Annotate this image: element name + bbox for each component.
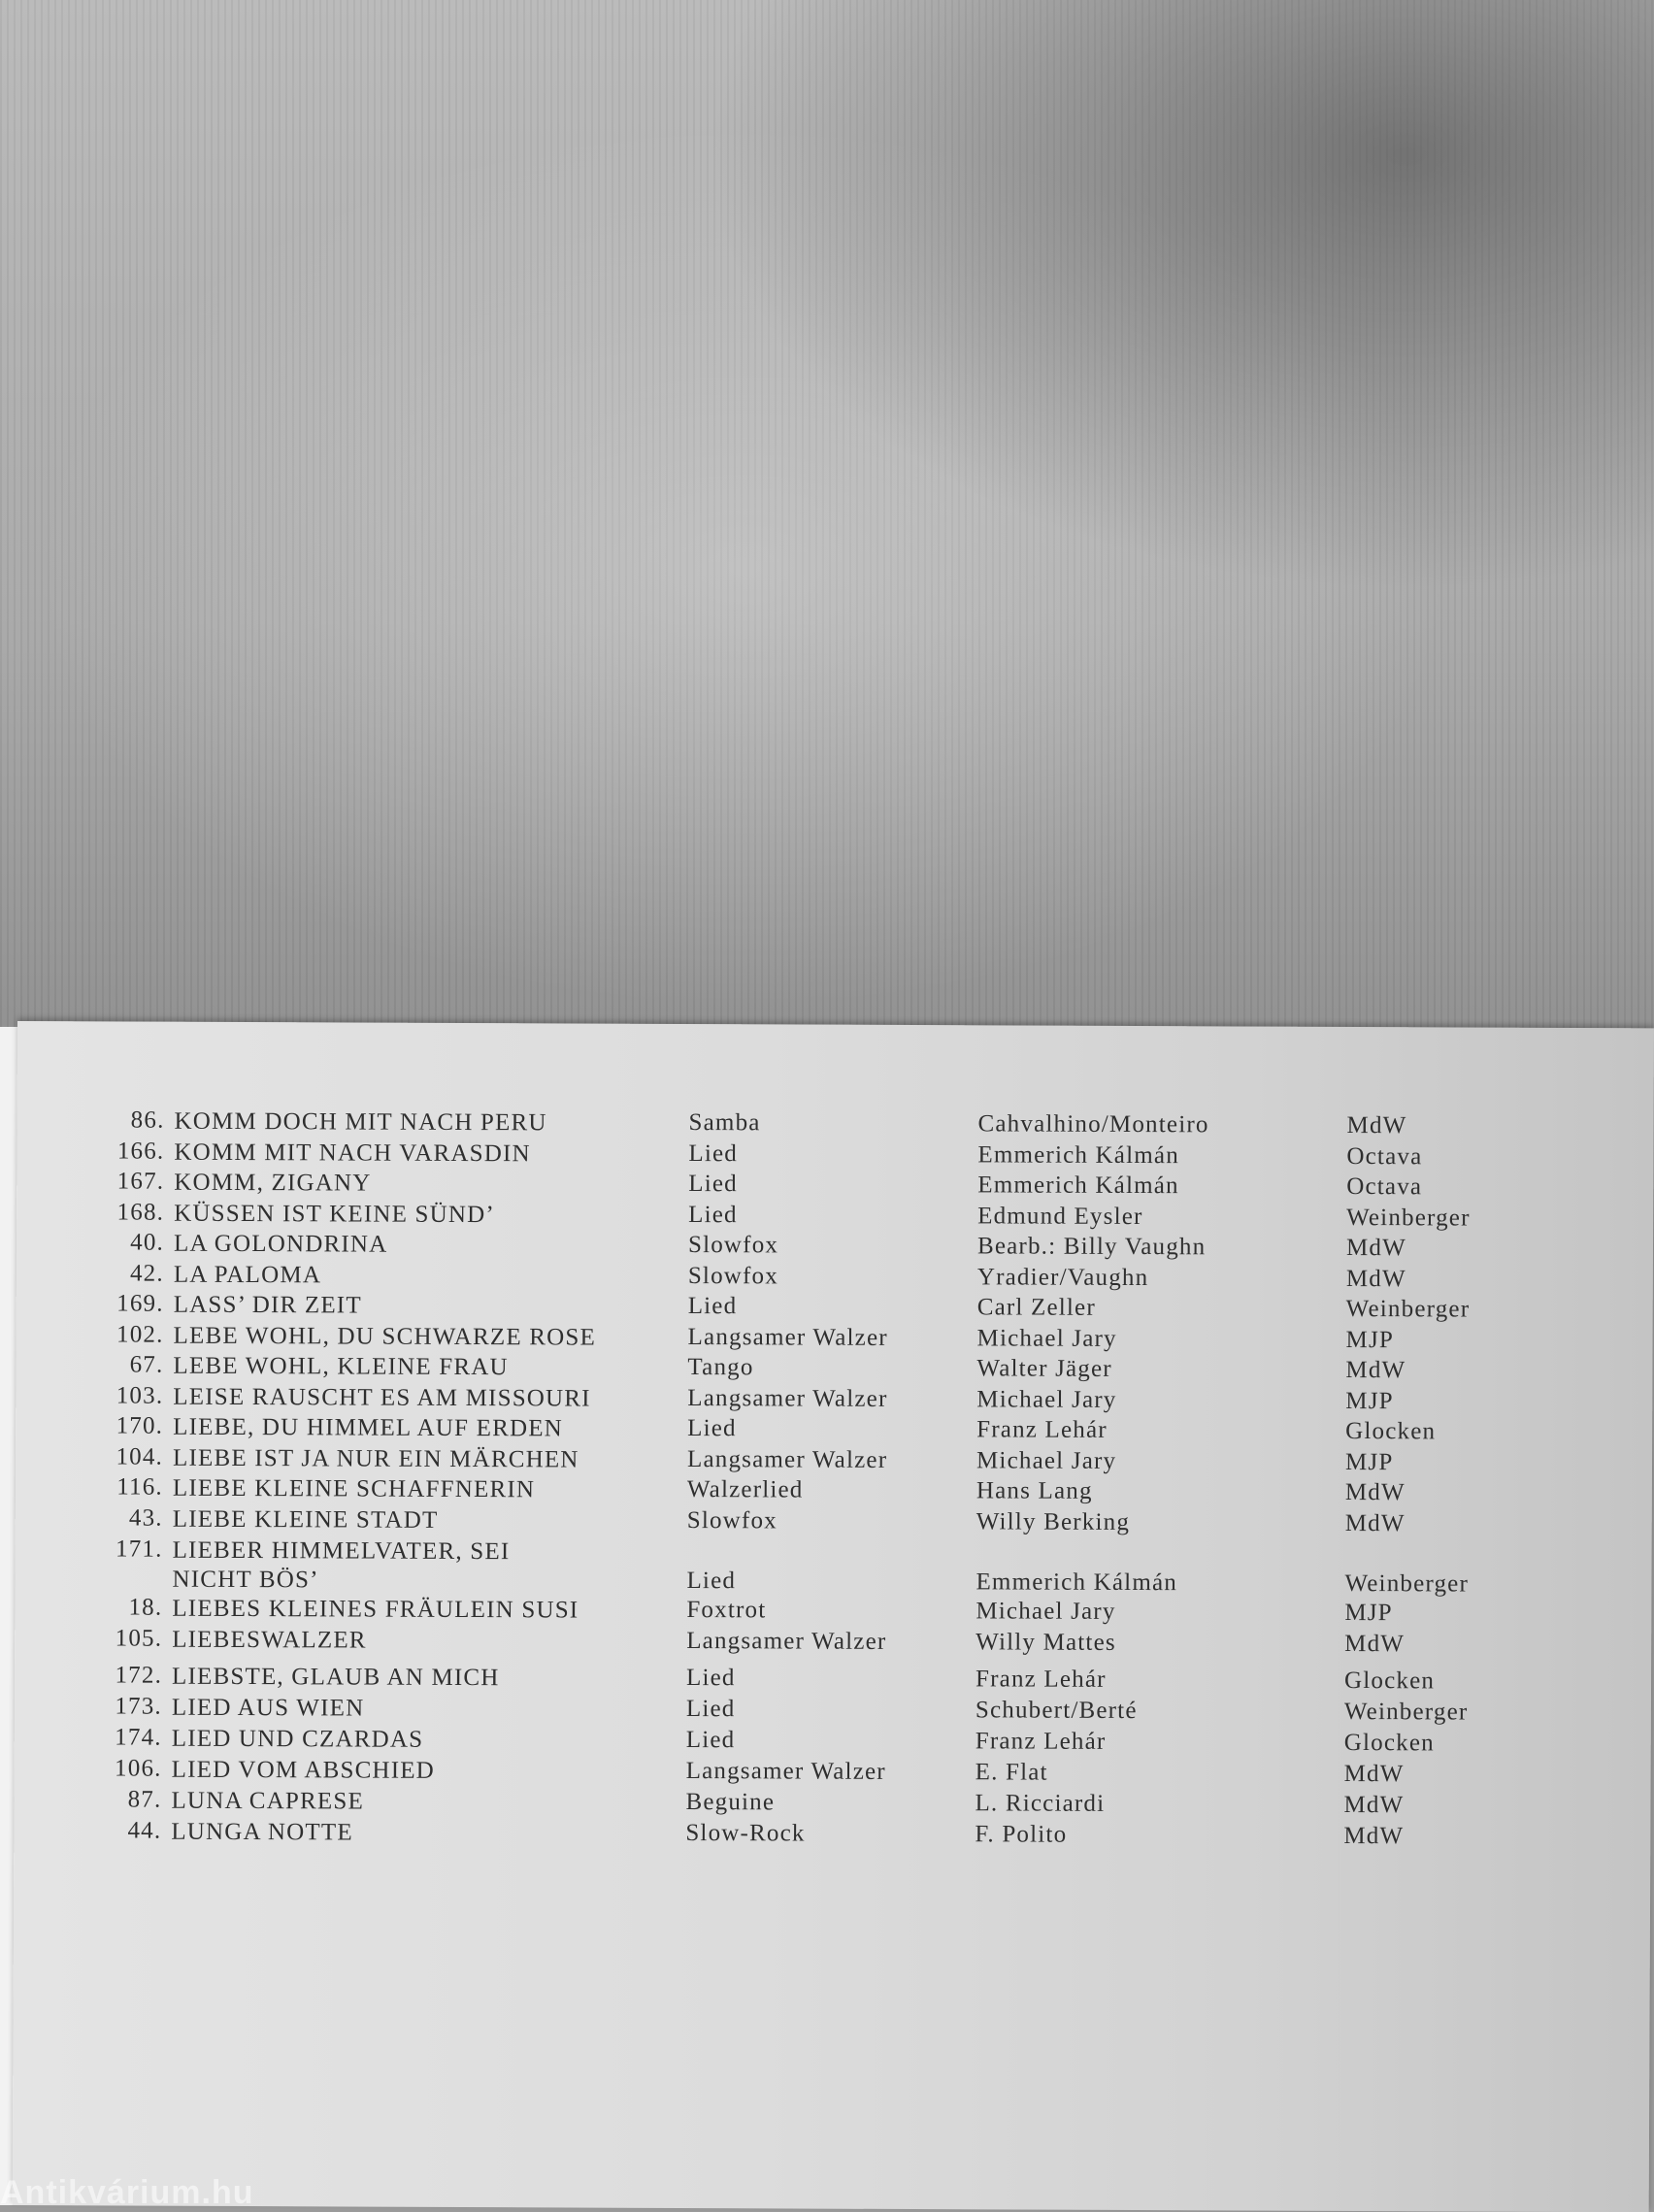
song-title: KOMM DOCH MIT NACH PERU [174,1107,547,1137]
table-row [16,1504,1652,1537]
song-title: KOMM MIT NACH VARASDIN [174,1139,531,1168]
song-publisher: Weinberger [1346,1204,1471,1232]
song-title: LA GOLONDRINA [173,1230,388,1258]
song-number: 87. [127,1786,162,1813]
song-composer: Emmerich Kálmán [977,1141,1179,1170]
song-genre: Langsamer Walzer [686,1628,887,1655]
song-number: 42. [129,1260,164,1287]
song-number: 40. [130,1229,165,1256]
song-number: 102. [116,1321,164,1348]
song-publisher: MdW [1344,1478,1406,1506]
song-list-table [13,1021,1654,2212]
song-number: 173. [115,1693,162,1720]
song-composer: Edmund Eysler [977,1203,1143,1231]
song-number: 105. [115,1625,163,1652]
song-genre: Lied [687,1415,737,1442]
song-number: 172. [115,1662,163,1689]
song-publisher: MJP [1345,1326,1395,1354]
song-genre: Langsamer Walzer [685,1758,886,1785]
song-list-page [13,1021,1654,2212]
song-genre: Samba [688,1109,761,1137]
song-composer: Schubert/Berté [975,1697,1138,1725]
table-row [15,1662,1651,1695]
song-number: 18. [128,1594,163,1621]
song-composer: F. Polito [975,1821,1068,1848]
song-title: LIEBE KLEINE SCHAFFNERIN [172,1474,536,1503]
table-surface-backdrop [0,0,1654,1031]
song-title: LIED AUS WIEN [171,1694,365,1722]
table-row [17,1106,1654,1139]
song-composer: Michael Jary [976,1598,1116,1625]
song-title: LUNA CAPRESE [171,1787,365,1815]
song-composer: Willy Berking [976,1508,1131,1536]
song-title: LIEBESWALZER [172,1626,367,1654]
table-row [16,1473,1652,1506]
table-row [15,1625,1651,1658]
song-composer: Cahvalhino/Monteiro [977,1110,1209,1139]
song-title: LEBE WOHL, KLEINE FRAU [173,1352,509,1381]
song-genre: Lied [687,1293,738,1320]
song-publisher: MdW [1343,1822,1405,1850]
song-genre: Lied [688,1171,738,1198]
song-composer: Franz Lehár [975,1728,1107,1755]
song-publisher: MdW [1345,1234,1406,1262]
song-genre: Foxtrot [686,1597,767,1624]
song-title: LIEBSTE, GLAUB AN MICH [171,1663,500,1692]
song-genre: Lied [685,1727,736,1754]
song-publisher: MJP [1344,1448,1394,1476]
song-genre: Lied [685,1696,736,1723]
song-number: 166. [116,1138,165,1165]
song-genre: Slowfox [686,1507,777,1535]
song-title: LASS’ DIR ZEIT [173,1291,362,1319]
song-genre: Slowfox [687,1263,779,1290]
song-number: 171. [116,1535,163,1563]
song-composer: L. Ricciardi [975,1790,1106,1817]
song-number: 170. [116,1412,164,1439]
song-publisher: MdW [1346,1111,1407,1139]
song-title: LIEBE IST JA NUR EIN MÄRCHEN [172,1444,579,1473]
song-publisher: MdW [1343,1760,1405,1788]
table-row [16,1535,1652,1598]
table-row [17,1290,1653,1323]
song-composer: Hans Lang [976,1477,1093,1504]
song-publisher: Octava [1346,1142,1423,1171]
song-publisher: MJP [1345,1387,1394,1415]
song-genre: Lied [686,1568,737,1595]
song-composer: Michael Jary [976,1325,1117,1352]
song-title: LUNGA NOTTE [171,1818,353,1846]
table-row [16,1382,1652,1415]
song-title: LA PALOMA [173,1261,322,1289]
song-publisher: MJP [1344,1599,1393,1627]
song-composer: Michael Jary [976,1447,1117,1474]
song-genre: Lied [688,1202,738,1229]
song-number: 43. [128,1504,163,1532]
song-publisher: MdW [1344,1630,1406,1658]
song-title: LEBE WOHL, DU SCHWARZE ROSE [173,1322,597,1351]
table-row [16,1412,1652,1445]
song-number: 44. [127,1817,162,1844]
table-row [17,1260,1653,1293]
song-composer: Carl Zeller [976,1294,1096,1321]
watermark-logo: Antikvárium.hu [0,2174,254,2205]
song-title: LIED VOM ABSCHIED [171,1756,436,1784]
song-composer: Franz Lehár [976,1416,1108,1443]
song-publisher: MdW [1344,1509,1406,1537]
song-number: 168. [116,1199,165,1226]
song-publisher: Glocken [1345,1417,1437,1445]
table-row [14,1817,1650,1850]
song-publisher: MdW [1343,1791,1405,1819]
song-genre: Langsamer Walzer [686,1446,888,1473]
song-composer: Walter Jäger [976,1355,1112,1382]
song-number: 86. [130,1106,165,1134]
song-composer: Emmerich Kálmán [977,1172,1179,1200]
song-number: 67. [129,1351,164,1378]
song-composer: Willy Mattes [976,1629,1116,1656]
song-number: 169. [116,1290,164,1317]
table-row [15,1786,1651,1819]
song-number: 104. [116,1443,164,1470]
song-publisher: Weinberger [1344,1569,1470,1598]
song-genre: Lied [685,1665,736,1692]
song-genre: Slowfox [687,1232,779,1259]
song-publisher: MdW [1345,1356,1406,1384]
song-composer: Michael Jary [976,1386,1117,1413]
song-title: LIEBE KLEINE STADT [172,1505,439,1534]
song-title: KÜSSEN IST KEINE SÜND’ [174,1200,496,1229]
song-composer: Emmerich Kálmán [976,1568,1178,1597]
table-row [17,1138,1653,1171]
song-title: LEISE RAUSCHT ES AM MISSOURI [173,1383,591,1412]
song-title: LIEBER HIMMELVATER, SEI NICHT BÖS’ [172,1536,511,1594]
song-publisher: Glocken [1343,1729,1435,1757]
song-composer: E. Flat [975,1759,1048,1786]
song-title: KOMM, ZIGANY [174,1169,372,1197]
song-publisher: Octava [1346,1172,1423,1201]
song-composer: Yradier/Vaughn [976,1264,1149,1292]
song-genre: Slow-Rock [685,1820,806,1847]
song-title: LIED UND CZARDAS [171,1725,424,1753]
song-title: LIEBE, DU HIMMEL AUF ERDEN [173,1413,564,1442]
song-genre: Walzerlied [686,1476,804,1503]
song-genre: Tango [687,1354,754,1381]
song-composer: Franz Lehár [975,1666,1107,1693]
song-publisher: Weinberger [1345,1295,1471,1323]
song-number: 103. [116,1382,164,1409]
song-publisher: Weinberger [1343,1698,1469,1726]
song-number: 106. [115,1755,162,1782]
song-title: LIEBES KLEINES FRÄULEIN SUSI [172,1595,579,1624]
song-genre: Lied [688,1140,739,1168]
table-row [17,1351,1653,1384]
song-genre: Beguine [685,1789,776,1816]
song-composer: Bearb.: Billy Vaughn [976,1233,1207,1261]
song-genre: Langsamer Walzer [687,1385,888,1412]
song-genre: Langsamer Walzer [687,1324,888,1351]
song-publisher: MdW [1345,1265,1406,1293]
song-number: 116. [116,1473,163,1501]
song-number: 167. [116,1168,165,1195]
song-number: 174. [115,1724,162,1751]
song-publisher: Glocken [1343,1667,1436,1695]
